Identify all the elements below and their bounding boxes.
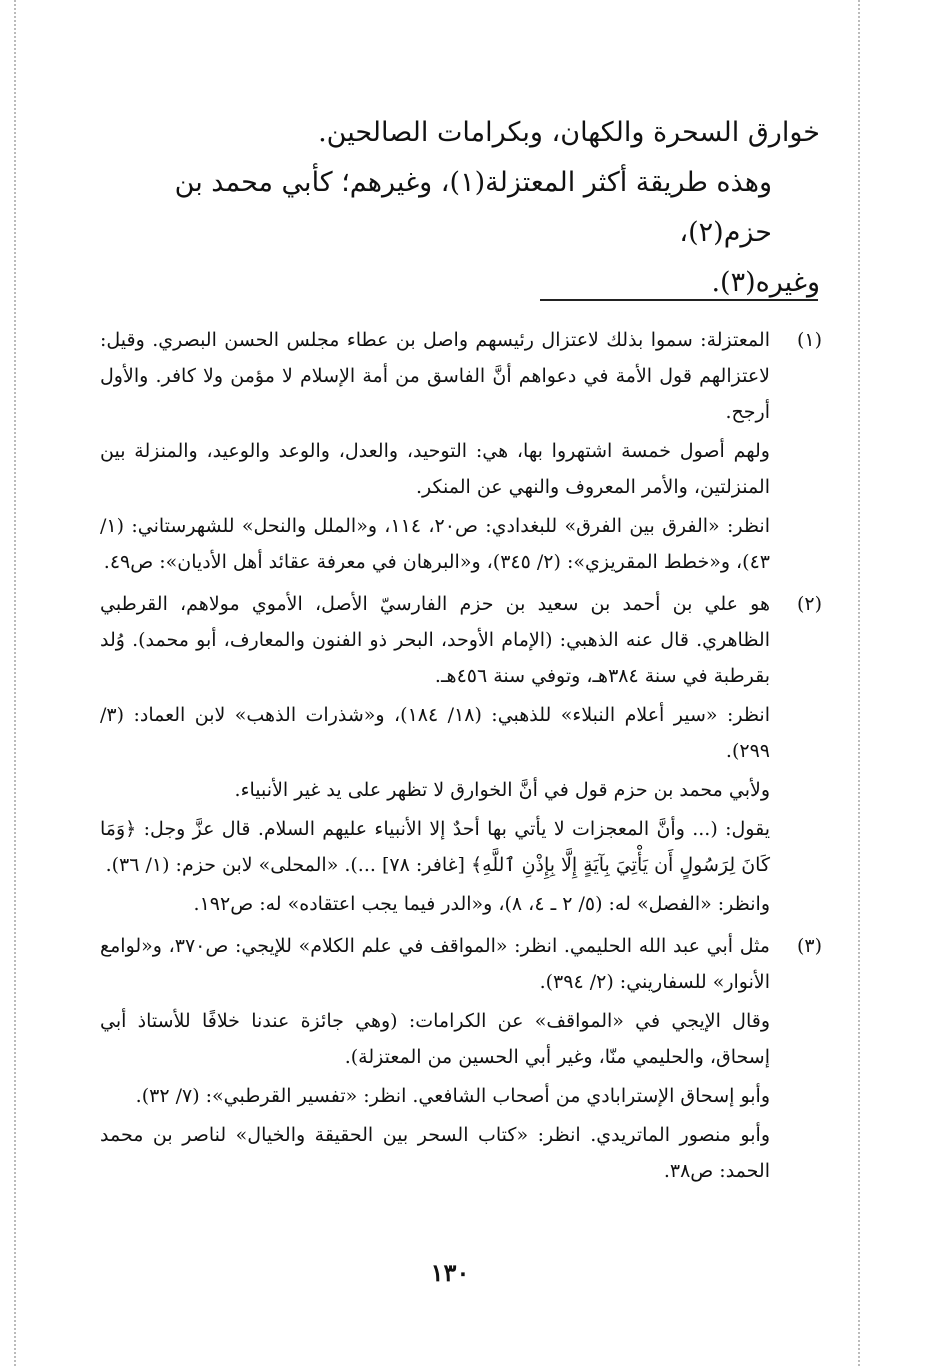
main-text bbox=[105, 108, 820, 308]
footnote-number: (٣) bbox=[796, 935, 822, 957]
footnotes bbox=[100, 322, 822, 1195]
footnote-paragraph: مثل أبي عبد الله الحليمي. انظر: «المواقف في علم الكلام» للإيجي: ص٣٧٠، و«لوامع الأنوار» للسفاريني: (٢/ ٣٩٤). bbox=[100, 935, 770, 993]
footnote-paragraph: يقول: (... وأنَّ المعجزات لا يأتي بها أحدٌ إلا الأنبياء عليهم السلام. قال عزَّ وجل: ﴿وَمَا كَانَ لِرَسُولٍ أَن يَأْتِيَ بِآيَةٍ إِلَّا بِإِذْنِ ٱللَّهِ﴾ [غافر: ٧٨] ...). «المحلى» لابن حزم: (١/ ٣٦). bbox=[100, 818, 770, 876]
main-line-3: وغيره(٣). bbox=[711, 267, 820, 298]
footnote-separator bbox=[540, 299, 818, 301]
right-dotted-border bbox=[858, 0, 860, 1366]
footnote-number: (٢) bbox=[796, 593, 822, 615]
footnote-number: (١) bbox=[796, 329, 822, 351]
footnote-paragraph: ولأبي محمد بن حزم قول في أنَّ الخوارق لا تظهر على يد غير الأنبياء. bbox=[234, 779, 770, 801]
footnote-paragraph: انظر: «الفرق بين الفرق» للبغدادي: ص٢٠، ١١٤، و«الملل والنحل» للشهرستاني: (١/ ٤٣)، و«خطط المقريزي»: (٢/ ٣٤٥)، و«البرهان في معرفة عقائد أهل الأديان»: ص٤٩. bbox=[100, 515, 771, 573]
footnote-2 bbox=[100, 586, 822, 922]
footnote-paragraph: المعتزلة: سموا بذلك لاعتزال رئيسهم واصل بن عطاء مجلس الحسن البصري. وقيل: لاعتزالهم قول الأمة في دعواهم أنَّ الفاسق من أمة الإسلام لا مؤمن ولا كافر. والأول أرجح. bbox=[100, 329, 770, 423]
footnote-3 bbox=[100, 928, 822, 1189]
footnote-paragraph: انظر: «سير أعلام النبلاء» للذهبي: (١٨/ ١٨٤)، و«شذرات الذهب» لابن العماد: (٣/ ٢٩٩). bbox=[100, 704, 770, 762]
footnote-body bbox=[100, 322, 770, 580]
footnote-paragraph: وأبو منصور الماتريدي. انظر: «كتاب السحر بين الحقيقة والخيال» لناصر بن محمد الحمد: ص٣٨. bbox=[100, 1124, 770, 1182]
footnote-body bbox=[100, 586, 770, 922]
main-line-2: وهذه طريقة أكثر المعتزلة(١)، وغيرهم؛ كأبي محمد بن حزم(٢)، bbox=[174, 167, 772, 248]
page-number: ١٣٠ bbox=[430, 1258, 470, 1287]
left-dotted-border bbox=[14, 0, 16, 1366]
footnote-paragraph: وأبو إسحاق الإسترابادي من أصحاب الشافعي. انظر: «تفسير القرطبي»: (٧/ ٣٢). bbox=[135, 1085, 770, 1107]
footnote-paragraph: ولهم أصول خمسة اشتهروا بها، هي: التوحيد، والعدل، والوعد والوعيد، والمنزلة بين المنزلتين، والأمر المعروف والنهي عن المنكر. bbox=[100, 440, 770, 498]
footnote-paragraph: وانظر: «الفصل» له: (٥/ ٢ ـ ٤، ٨)، و«الدر فيما يجب اعتقاده» له: ص١٩٢. bbox=[193, 893, 770, 915]
footnote-body bbox=[100, 928, 770, 1189]
footnote-1 bbox=[100, 322, 822, 580]
footnote-paragraph: هو علي بن أحمد بن سعيد بن حزم الفارسيّ الأصل، الأموي مولاهم، القرطبي الظاهري. قال عنه الذهبي: (الإمام الأوحد، البحر ذو الفنون والمعارف، أبو محمد). وُلد بقرطبة في سنة ٣٨٤هـ، وتوفي سنة ٤٥٦هـ. bbox=[100, 593, 770, 687]
footnote-paragraph: وقال الإيجي في «المواقف» عن الكرامات: (وهي جائزة عندنا خلافًا للأستاذ أبي إسحاق، والحليمي منّا، وغير أبي الحسين من المعتزلة). bbox=[100, 1010, 770, 1068]
main-line-1: خوارق السحرة والكهان، وبكرامات الصالحين. bbox=[318, 117, 820, 148]
